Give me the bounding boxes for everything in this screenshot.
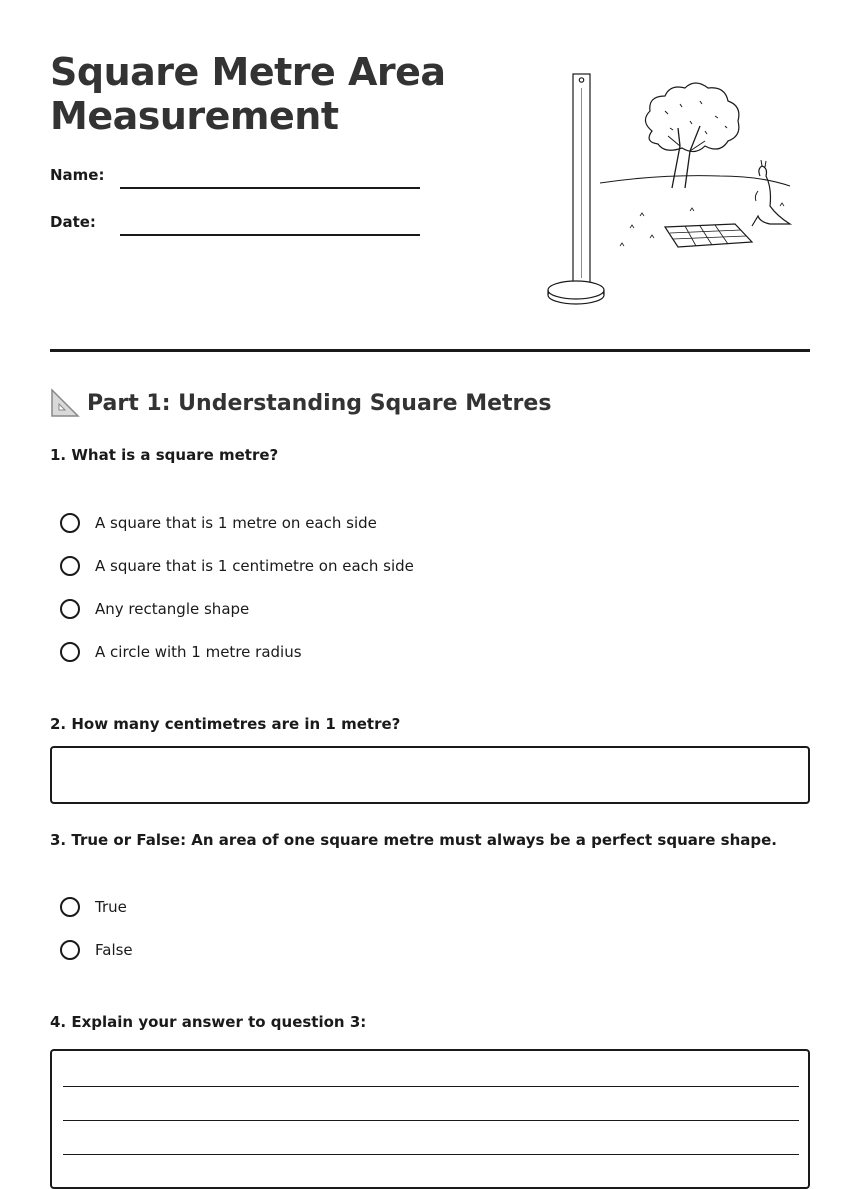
radio-button[interactable] [60, 897, 80, 917]
option-label: False [95, 941, 133, 959]
question-4: 4. Explain your answer to question 3: [50, 1013, 367, 1031]
q1-option-1[interactable] [60, 511, 377, 535]
writing-line [63, 1120, 799, 1121]
name-label: Name: [50, 166, 105, 184]
question-1: 1. What is a square metre? [50, 446, 279, 464]
worksheet-title: Square Metre Area Measurement [50, 50, 446, 138]
writing-line [63, 1086, 799, 1087]
q1-option-2[interactable] [60, 554, 414, 578]
date-label: Date: [50, 213, 96, 231]
radio-button[interactable] [60, 599, 80, 619]
option-label: Any rectangle shape [95, 600, 250, 618]
section-title: Part 1: Understanding Square Metres [87, 390, 552, 416]
radio-button[interactable] [60, 940, 80, 960]
q2-answer-field[interactable] [50, 746, 810, 804]
option-label: A square that is 1 centimetre on each side [95, 557, 414, 575]
ruler-tree-kangaroo-grid-illustration [540, 66, 802, 316]
q4-answer-area[interactable] [50, 1049, 810, 1189]
option-label: A square that is 1 metre on each side [95, 514, 377, 532]
radio-button[interactable] [60, 513, 80, 533]
q1-option-4[interactable] [60, 640, 302, 664]
writing-line [63, 1154, 799, 1155]
q3-option-false[interactable] [60, 938, 133, 962]
name-field[interactable] [120, 187, 420, 189]
q1-option-3[interactable] [60, 597, 249, 621]
header-divider [50, 349, 810, 352]
q3-option-true[interactable] [60, 895, 127, 919]
section-header [50, 386, 551, 420]
option-label: A circle with 1 metre radius [95, 643, 302, 661]
option-label: True [95, 898, 127, 916]
date-field[interactable] [120, 234, 420, 236]
question-3: 3. True or False: An area of one square metre must always be a perfect square shape. [50, 831, 778, 849]
radio-button[interactable] [60, 642, 80, 662]
set-square-icon [50, 388, 80, 418]
radio-button[interactable] [60, 556, 80, 576]
question-2: 2. How many centimetres are in 1 metre? [50, 715, 401, 733]
